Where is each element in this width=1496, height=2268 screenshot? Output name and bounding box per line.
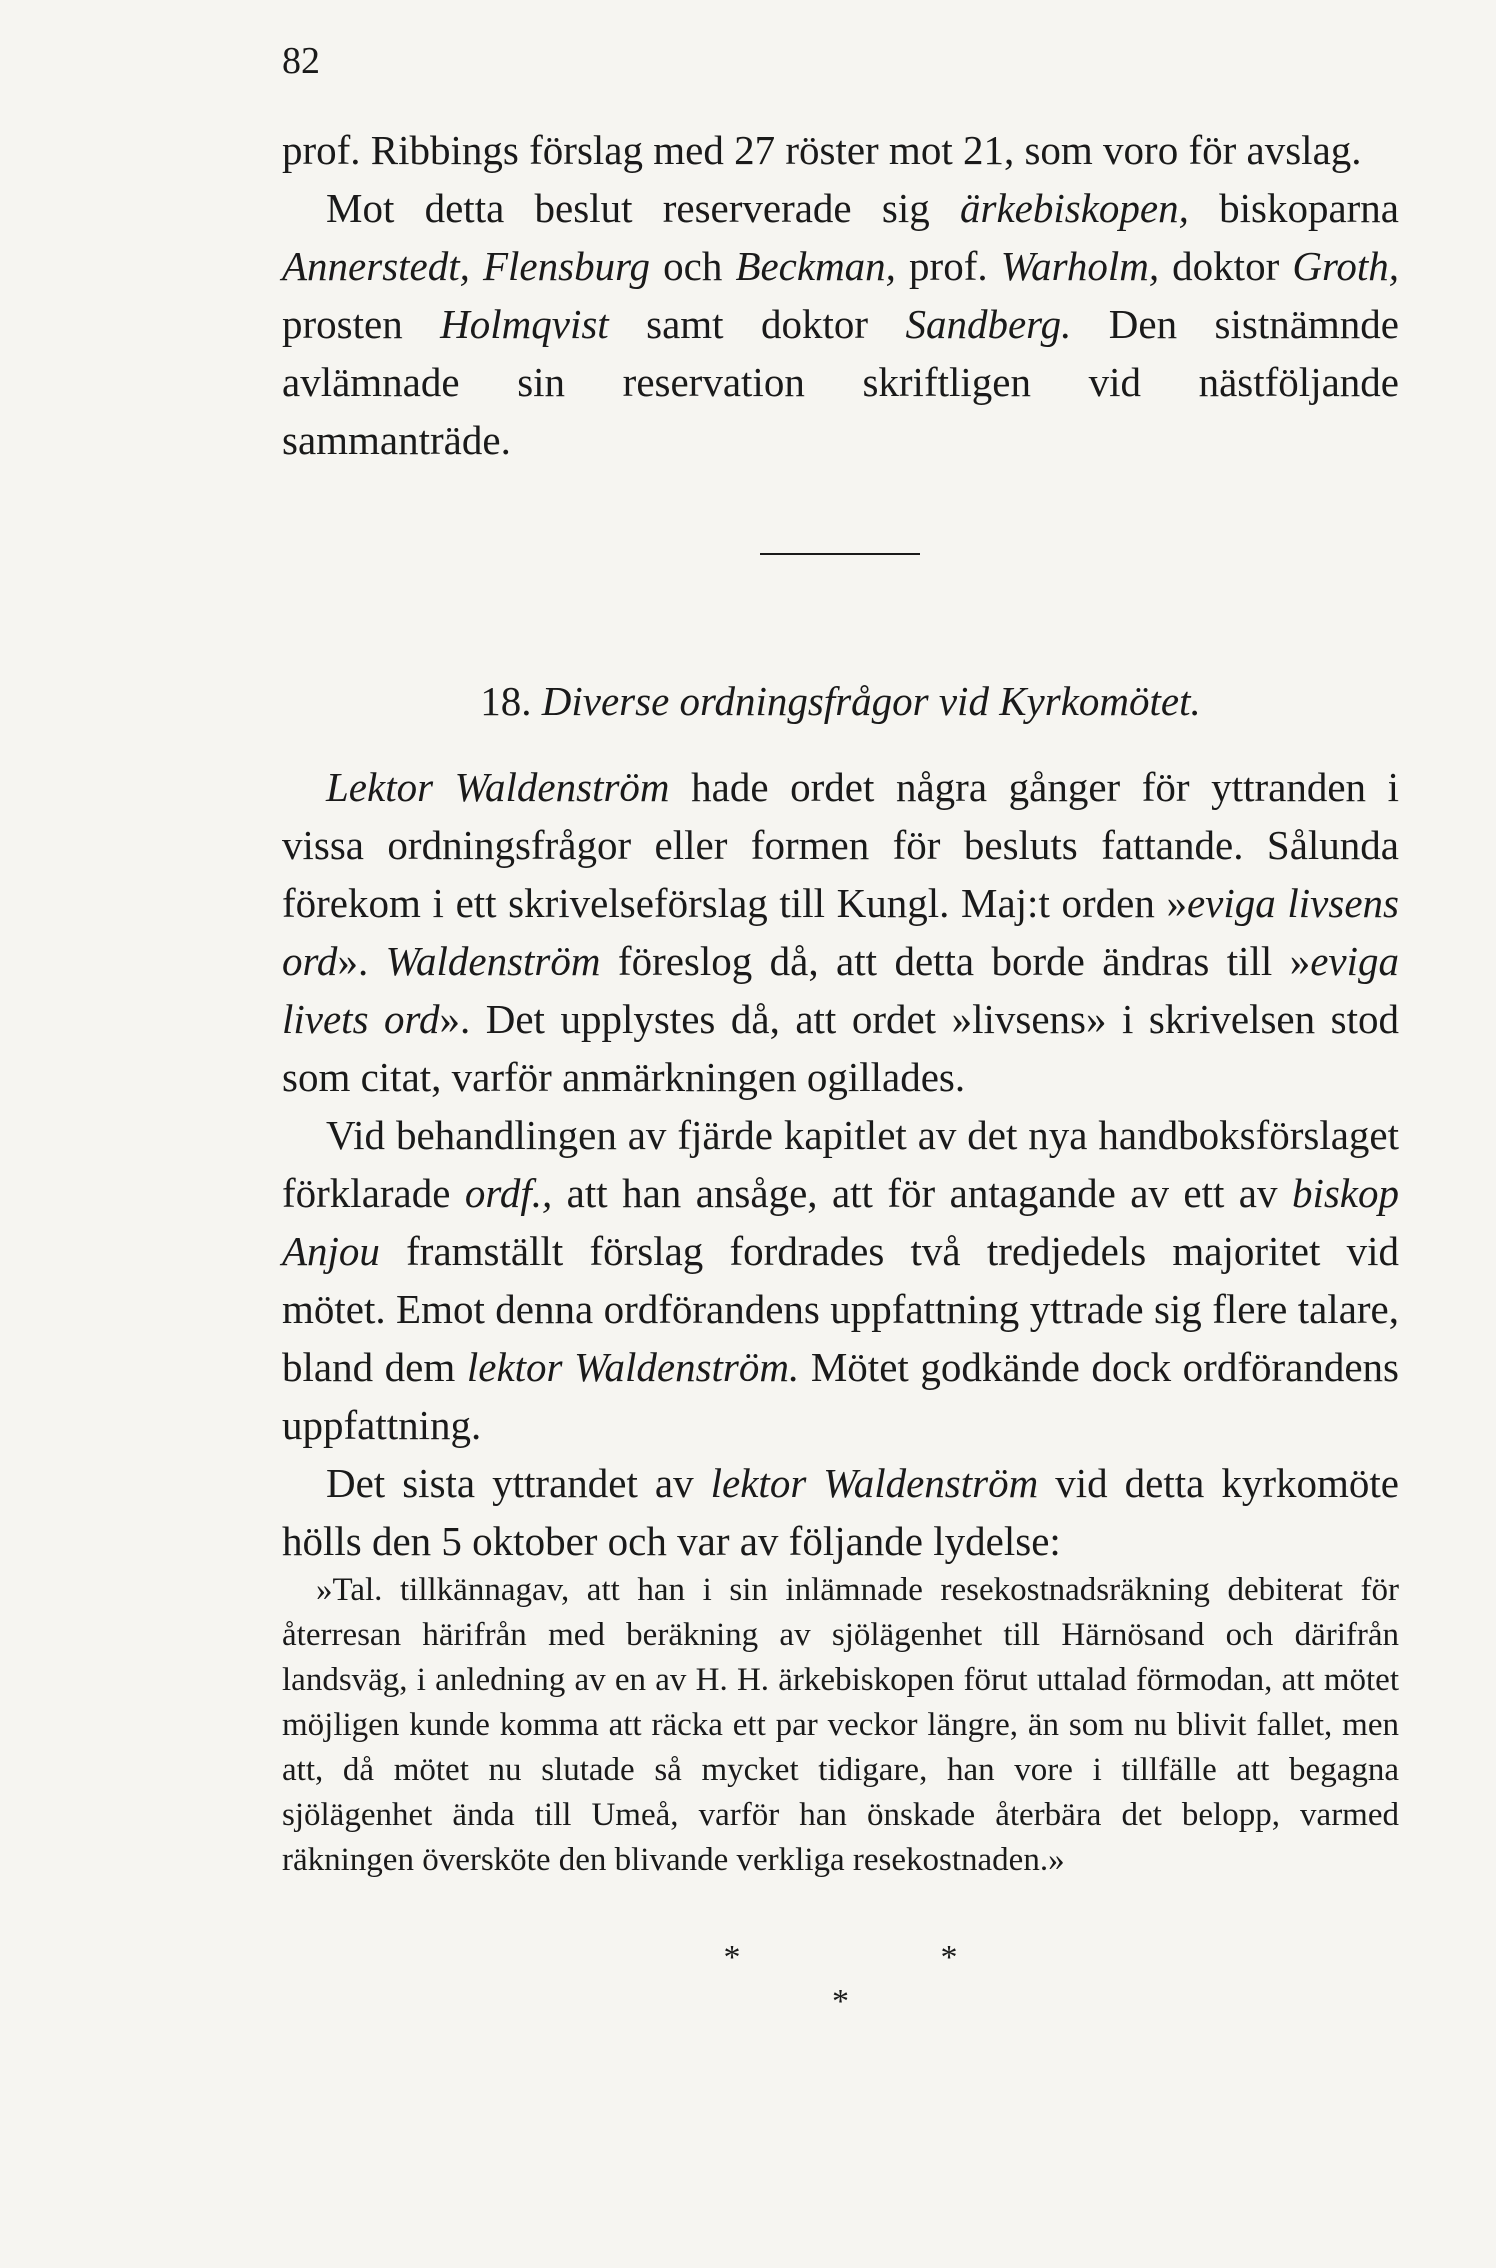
asterisk-center: * (832, 1983, 849, 2020)
asterism (282, 1936, 1399, 2024)
body-paragraph-1: Lektor Waldenström hade ordet några gånger för yttranden i vissa ordningsfrågor eller formen för besluts fattande. Sålunda förekom i ett skrivelseförslag till Kungl. Maj:t orden »eviga livsens ord». Waldenström föreslog då, att detta borde ändras till »eviga livets ord». Det upplystes då, att ordet »livsens» i skrivelsen stod som citat, varför anmärkningen ogillades. (282, 764, 1400, 1100)
opening-paragraph-1: prof. Ribbings förslag med 27 röster mot 21, som voro för avslag. (282, 127, 1362, 173)
section-body (282, 758, 1399, 1570)
quoted-statement (282, 1568, 1399, 1883)
section-number: 18. (480, 678, 532, 724)
body-paragraph-2: Vid behandlingen av fjärde kapitlet av det nya handboksförslaget förklarade ordf., att han ansåge, att för antagande av ett av biskop Anjou framställt förslag fordrades två tredjedels majoritet vid mötet. Emot denna ordförandens uppfattning yttrade sig flere talare, bland dem lektor Waldenström. Mötet godkände dock ordförandens uppfattning. (282, 1112, 1399, 1448)
body-paragraph-3: Det sista yttrandet av lektor Waldenström vid detta kyrkomöte hölls den 5 oktober och var av följande lydelse: (282, 1460, 1399, 1564)
section-heading (282, 672, 1399, 730)
section-title: Diverse ordningsfrågor vid Kyrkomötet. (541, 678, 1201, 724)
section-divider (760, 553, 920, 555)
opening-text (282, 121, 1399, 469)
asterisk-right: * (940, 1939, 958, 1976)
asterisk-left: * (723, 1939, 741, 1976)
quote-paragraph: »Tal. tillkännagav, att han i sin inlämnade resekostnadsräkning debiterat för återresan härifrån med beräkning av sjölägenhet till Härnösand och därifrån landsväg, i anledning av en av H. H. ärkebiskopen förut uttalad förmodan, att mötet möjligen kunde komma att räcka ett par veckor längre, än som nu blivit fallet, men att, då mötet nu slutade så mycket tidigare, han vore i tillfälle att begagna sjölägenhet ända till Umeå, varför han önskade återbära det belopp, varmed räkningen översköte den blivande verkliga resekostnaden.» (282, 1572, 1399, 1878)
opening-paragraph-2: Mot detta beslut reserverade sig ärkebiskopen, biskoparna Annerstedt, Flensburg och Beckman, prof. Warholm, doktor Groth, prosten Holmqvist samt doktor Sandberg. Den sistnämnde avlämnade sin reservation skriftligen vid nästföljande sammanträde. (282, 185, 1400, 463)
page-number: 82 (282, 40, 320, 82)
